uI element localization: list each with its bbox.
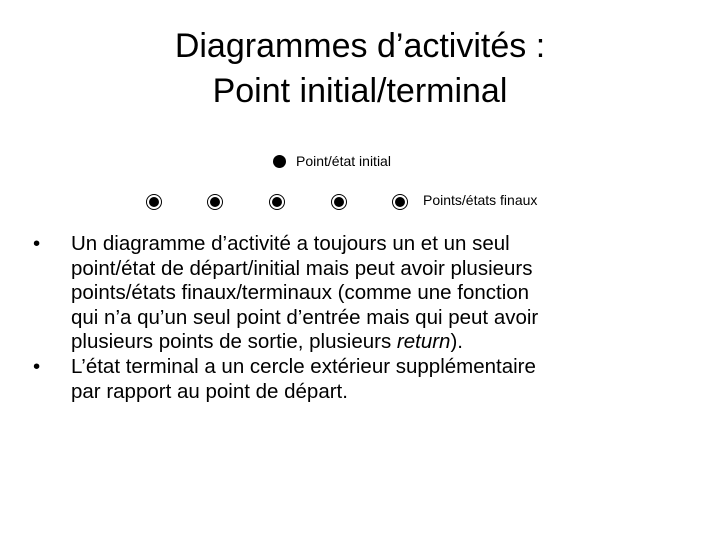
initial-state-label: Point/état initial bbox=[296, 153, 391, 169]
bullet-emphasis: return bbox=[396, 330, 451, 354]
bullet-item bbox=[30, 355, 690, 404]
title-line-2: Point initial/terminal bbox=[212, 72, 508, 110]
title-line-1: Diagrammes d’activités : bbox=[174, 27, 546, 65]
bullet-text: Un diagramme d’activité a toujours un et un seul point/état de départ/initial mais peut avoir plusieurs points/états finaux/terminaux (comme une fonction qui n’a qu’un seul point d’entrée mais qui peut avoir plusieurs points de sortie, plusieurs bbox=[71, 232, 539, 354]
final-state-icon bbox=[331, 194, 347, 210]
final-state-icon bbox=[207, 194, 223, 210]
final-state-icon bbox=[392, 194, 408, 210]
final-state-label: Points/états finaux bbox=[423, 192, 538, 208]
bullet-list bbox=[30, 232, 690, 404]
slide-title bbox=[0, 24, 720, 114]
initial-state-icon bbox=[273, 155, 286, 168]
bullet-text: L’état terminal a un cercle extérieur supplémentaire par rapport au point de départ. bbox=[71, 354, 536, 403]
bullet-text-end: ). bbox=[450, 330, 463, 354]
initial-state-legend bbox=[273, 152, 391, 170]
bullet-item bbox=[30, 232, 690, 355]
bullet-marker: • bbox=[33, 354, 41, 378]
final-state-icon bbox=[146, 194, 162, 210]
final-state-icon bbox=[269, 194, 285, 210]
bullet-marker: • bbox=[33, 232, 41, 255]
